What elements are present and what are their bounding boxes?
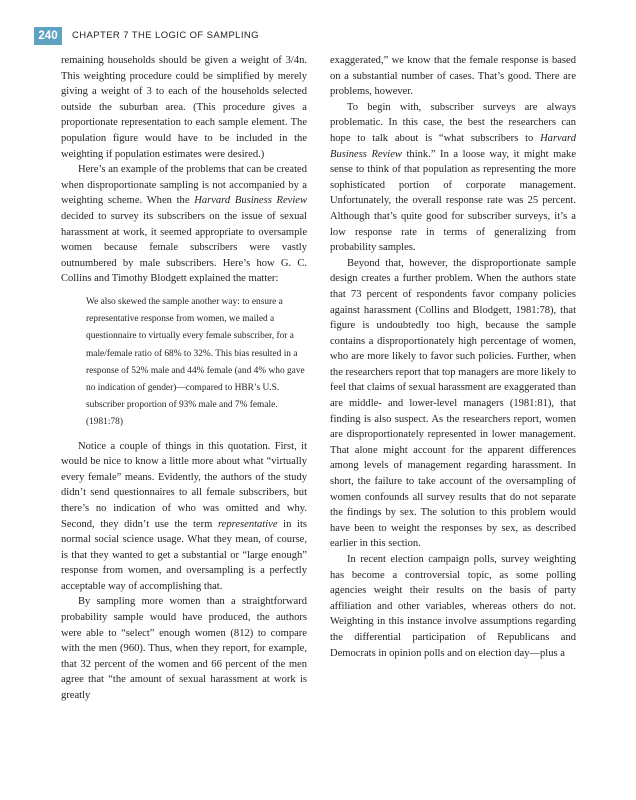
- paragraph: In recent election campaign polls, survey weighting has become a controversial topic, as some polling agencies weight their results on the basis of party affiliation and other variables, whereas others do not. Weighting in this instance involve assumptions regarding the differential participation of Republicans and Democrats in opinion polls and on election day—plus a: [330, 554, 576, 659]
- left-column: [61, 53, 307, 704]
- journal-title: Harvard Business Review: [194, 195, 307, 207]
- paragraph-text: in its normal social science usage. What they mean, of course, is that they wanted to get a substantial or “large enough” response from women, and oversampling is a perfectly acceptable way of accomplishing that.: [61, 518, 307, 592]
- paragraph: By sampling more women than a straightforward probability sample would have produced, the authors were able to “select” enough women (812) to compare with the men (960). Thus, when they report, for example, that 32 percent of the women and 66 percent of the men agree that “the amount of sexual harassment at work is greatly: [61, 596, 307, 702]
- paragraph: [330, 100, 576, 256]
- italic-term: representative: [217, 518, 278, 530]
- paragraph-text: think.” In a loose way, it might make sense to think of that population as representing the more sophisticated portion of corporate management. Unfortunately, the overall response rate was 25 percent. Although that’s quite good for subscriber surveys, it’s a low response rate in terms of generalizing from probability samples.: [330, 148, 576, 254]
- paragraph: Beyond that, however, the disproportionate sample design creates a further problem. When the authors state that 73 percent of respondents favor company policies against harassment (Collins and Blodgett, 1981:78), that figure is undoubtedly too high, because the sample contains a disproportionately high percentage of women, who are more likely to favor such policies. Further, when the researchers report that top managers are more likely to feel that claims of sexual harassment are exaggerated than are middle- and lower-level managers (1981:81), that finding is also suspect. As the researchers report, women are disproportionately represented in lower management. That alone might account for the apparent differences among levels of management regarding harassment. In short, the failure to take account of the oversampling of women confounds all survey results that do not separate the findings by sex. The solution to this problem would have been to weight the responses by sex, as described earlier in this section.: [330, 257, 576, 550]
- right-column: [330, 53, 576, 661]
- chapter-title: CHAPTER 7 THE LOGIC OF SAMPLING: [72, 30, 259, 41]
- paragraph: [61, 439, 307, 595]
- journal-title: Harvard Business Review: [330, 132, 576, 160]
- paragraph-text: To begin with, subscriber surveys are always problematic. In this case, the best the researchers can hope to talk about is “what subscribers to: [330, 101, 576, 144]
- paragraph-text: Notice a couple of things in this quotation. First, it would be nice to know a little more about what “virtually every female” means. Evidently, the authors of the study didn’t send questionnaires to all female subscribers, but there’s no indication of who was omitted and why. Second, they didn’t use the term: [61, 440, 307, 530]
- paragraph-text: decided to survey its subscribers on the issue of sexual harassment at work, it seemed appropriate to oversample women because female subscribers were vastly outnumbered by male subscribers. Here’s how G. C. Collins and Timothy Blodgett explained the matter:: [61, 210, 307, 285]
- block-quote: We also skewed the sample another way: to ensure a representative response from women, we mailed a questionnaire to virtually every female subscriber, for a male/female ratio of 68% to 32%. This bias resulted in a response of 52% male and 44% female (and 4% who gave no indication of gender)—compared to HBR’s U.S. subscriber proportion of 93% male and 7% female. (1981:78): [86, 296, 305, 428]
- paragraph-text: Here’s an example of the problems that can be created when disproportionate sampling is not accompanied by a weighting scheme. When the: [61, 164, 307, 207]
- running-header: [0, 0, 636, 44]
- paragraph: remaining households should be given a weight of 3/4n. This weighting procedure could be simplified by merely giving a weight of 3 to each of the households selected outside the suburban area. (This procedure gives a proportionate representation to each sample element. The population figure would have to be included in the weighting if population estimates were desired.): [61, 55, 307, 160]
- page-number: 240: [34, 27, 62, 45]
- paragraph: exaggerated,” we know that the female response is based on a substantial number of cases. That’s good. There are problems, however.: [330, 55, 576, 98]
- paragraph: [61, 162, 307, 287]
